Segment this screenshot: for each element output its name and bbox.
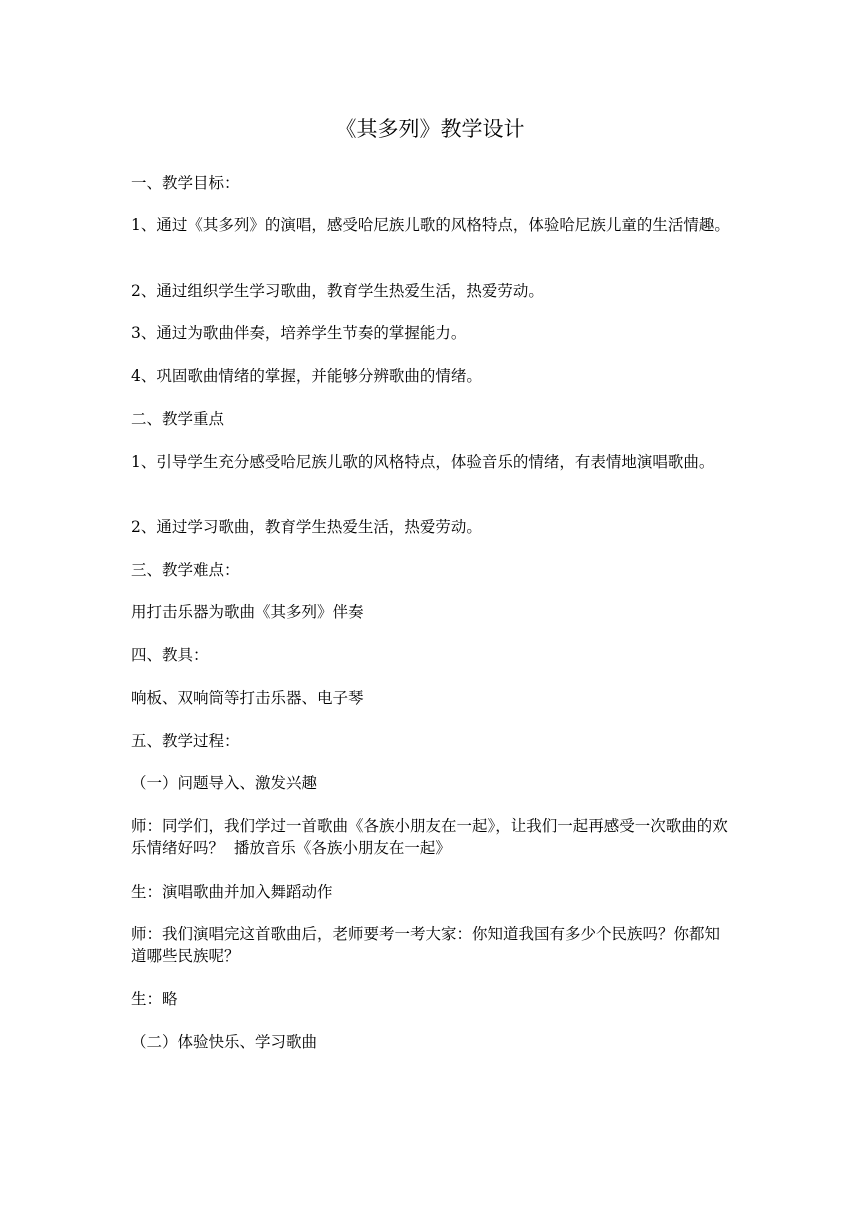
teaching-aids-item: 响板、双响筒等打击乐器、电子琴 — [131, 689, 364, 707]
key-point-item-2: 2、通过学习歌曲，教育学生热爱生活，热爱劳动。 — [131, 518, 482, 536]
objective-item-3: 3、通过为歌曲伴奏，培养学生节奏的掌握能力。 — [131, 324, 467, 342]
section-heading-teaching-aids: 四、教具： — [131, 646, 209, 664]
key-point-item-1: 1、引导学生充分感受哈尼族儿歌的风格特点，体验音乐的情绪，有表情地演唱歌曲。 — [131, 453, 715, 471]
process-student-line-1: 生：演唱歌曲并加入舞蹈动作 — [131, 883, 333, 901]
section-heading-process: 五、教学过程： — [131, 732, 240, 750]
process-teacher-line-2: 师：我们演唱完这首歌曲后，老师要考一考大家：你知道我国有多少个民族吗？你都知道哪些民族呢？ — [131, 925, 721, 965]
process-step-heading-1: （一）问题导入、激发兴趣 — [131, 774, 318, 792]
objective-item-4: 4、巩固歌曲情绪的掌握，并能够分辨歌曲的情绪。 — [131, 367, 482, 385]
difficulty-item: 用打击乐器为歌曲《其多列》伴奏 — [131, 603, 364, 621]
objective-item-2: 2、通过组织学生学习歌曲，教育学生热爱生活，热爱劳动。 — [131, 282, 544, 300]
process-student-line-2: 生：略 — [131, 990, 178, 1008]
section-heading-objectives: 一、教学目标： — [131, 174, 240, 192]
process-step-heading-2: （二）体验快乐、学习歌曲 — [131, 1033, 318, 1051]
process-teacher-line-1: 师：同学们，我们学过一首歌曲《各族小朋友在一起》，让我们一起再感受一次歌曲的欢乐情绪好吗？ 播放音乐《各族小朋友在一起》 — [131, 817, 728, 857]
section-heading-key-points: 二、教学重点 — [131, 410, 225, 428]
objective-item-1: 1、通过《其多列》的演唱，感受哈尼族儿歌的风格特点，体验哈尼族儿童的生活情趣。 — [131, 216, 730, 234]
document-title: 《其多列》教学设计 — [335, 117, 525, 141]
section-heading-difficulties: 三、教学难点： — [131, 561, 240, 579]
